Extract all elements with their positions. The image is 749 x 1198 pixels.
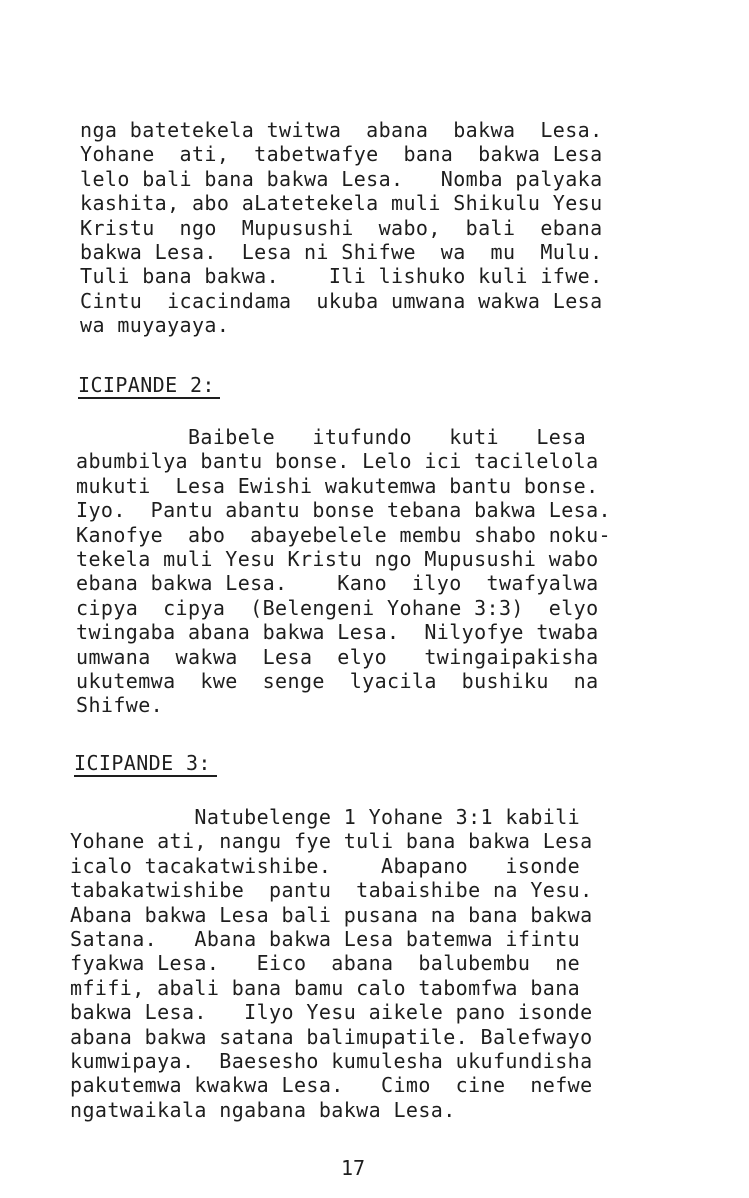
- text-line: Satana. Abana bakwa Lesa batemwa ifintu: [70, 927, 581, 952]
- paragraph-1: [80, 118, 603, 338]
- section-heading-icipande-2: [78, 373, 215, 397]
- text-line: kumwipaya. Baesesho kumulesha ukufundisha: [70, 1049, 593, 1074]
- text-line: abumbilya bantu bonse. Lelo ici tacilelola: [76, 449, 599, 474]
- text-line: Kristu ngo Mupusushi wabo, bali ebana: [80, 215, 603, 240]
- text-line: bakwa Lesa. Lesa ni Shifwe wa mu Mulu.: [80, 240, 603, 265]
- text-line: Yohane ati, nangu fye tuli bana bakwa Lesa: [70, 829, 593, 854]
- text-line: Baibele itufundo kuti Lesa: [76, 425, 587, 449]
- text-line: Cintu icacindama ukuba umwana wakwa Lesa: [80, 288, 603, 313]
- text-line: pakutemwa kwakwa Lesa. Cimo cine nefwe: [70, 1073, 593, 1098]
- text-line: ukutemwa kwe senge lyacila bushiku na: [76, 669, 599, 694]
- text-line: fyakwa Lesa. Eico abana balubembu ne: [70, 951, 581, 976]
- heading-underline: [78, 397, 220, 399]
- text-line: mfifi, abali bana bamu calo tabomfwa bana: [70, 975, 581, 1000]
- text-line: nga batetekela twitwa abana bakwa Lesa.: [80, 118, 603, 142]
- text-line: tekela muli Yesu Kristu ngo Mupusushi wabo: [76, 547, 599, 572]
- text-line: tabakatwishibe pantu tabaishibe na Yesu.: [70, 878, 593, 903]
- text-line: kashita, abo aLatetekela muli Shikulu Yesu: [80, 191, 603, 216]
- section-heading-text: ICIPANDE 3:: [74, 751, 211, 775]
- text-line: ebana bakwa Lesa. Kano ilyo twafyalwa: [76, 571, 599, 596]
- page-number: 17: [341, 1156, 366, 1180]
- text-line: abana bakwa satana balimupatile. Balefwayo: [70, 1024, 593, 1049]
- text-line: Shifwe.: [76, 693, 164, 718]
- text-line: Yohane ati, tabetwafye bana bakwa Lesa: [80, 142, 603, 167]
- text-line: icalo tacakatwishibe. Abapano isonde: [70, 853, 581, 878]
- text-line: Kanofye abo abayebelele membu shabo noku-: [76, 522, 611, 547]
- text-line: bakwa Lesa. Ilyo Yesu aikele pano isonde: [70, 1000, 593, 1025]
- heading-underline: [74, 775, 217, 777]
- text-line: ngatwaikala ngabana bakwa Lesa.: [70, 1097, 456, 1122]
- section-heading-icipande-3: [74, 751, 211, 775]
- section-heading-text: ICIPANDE 2:: [78, 373, 215, 397]
- text-line: Natubelenge 1 Yohane 3:1 kabili: [70, 805, 581, 829]
- text-line: lelo bali bana bakwa Lesa. Nomba palyaka: [80, 166, 603, 191]
- text-line: Tuli bana bakwa. Ili lishuko kuli ifwe.: [80, 264, 603, 289]
- text-line: Iyo. Pantu abantu bonse tebana bakwa Lesa.: [76, 498, 611, 523]
- text-line: mukuti Lesa Ewishi wakutemwa bantu bonse.: [76, 473, 599, 498]
- paragraph-2: [76, 425, 611, 718]
- text-line: wa muyayaya.: [80, 313, 230, 338]
- text-line: cipya cipya (Belengeni Yohane 3:3) elyo: [76, 595, 599, 620]
- text-line: twingaba abana bakwa Lesa. Nilyofye twaba: [76, 620, 599, 645]
- paragraph-3: [70, 805, 593, 1122]
- text-line: umwana wakwa Lesa elyo twingaipakisha: [76, 644, 599, 669]
- text-line: Abana bakwa Lesa bali pusana na bana bakwa: [70, 902, 593, 927]
